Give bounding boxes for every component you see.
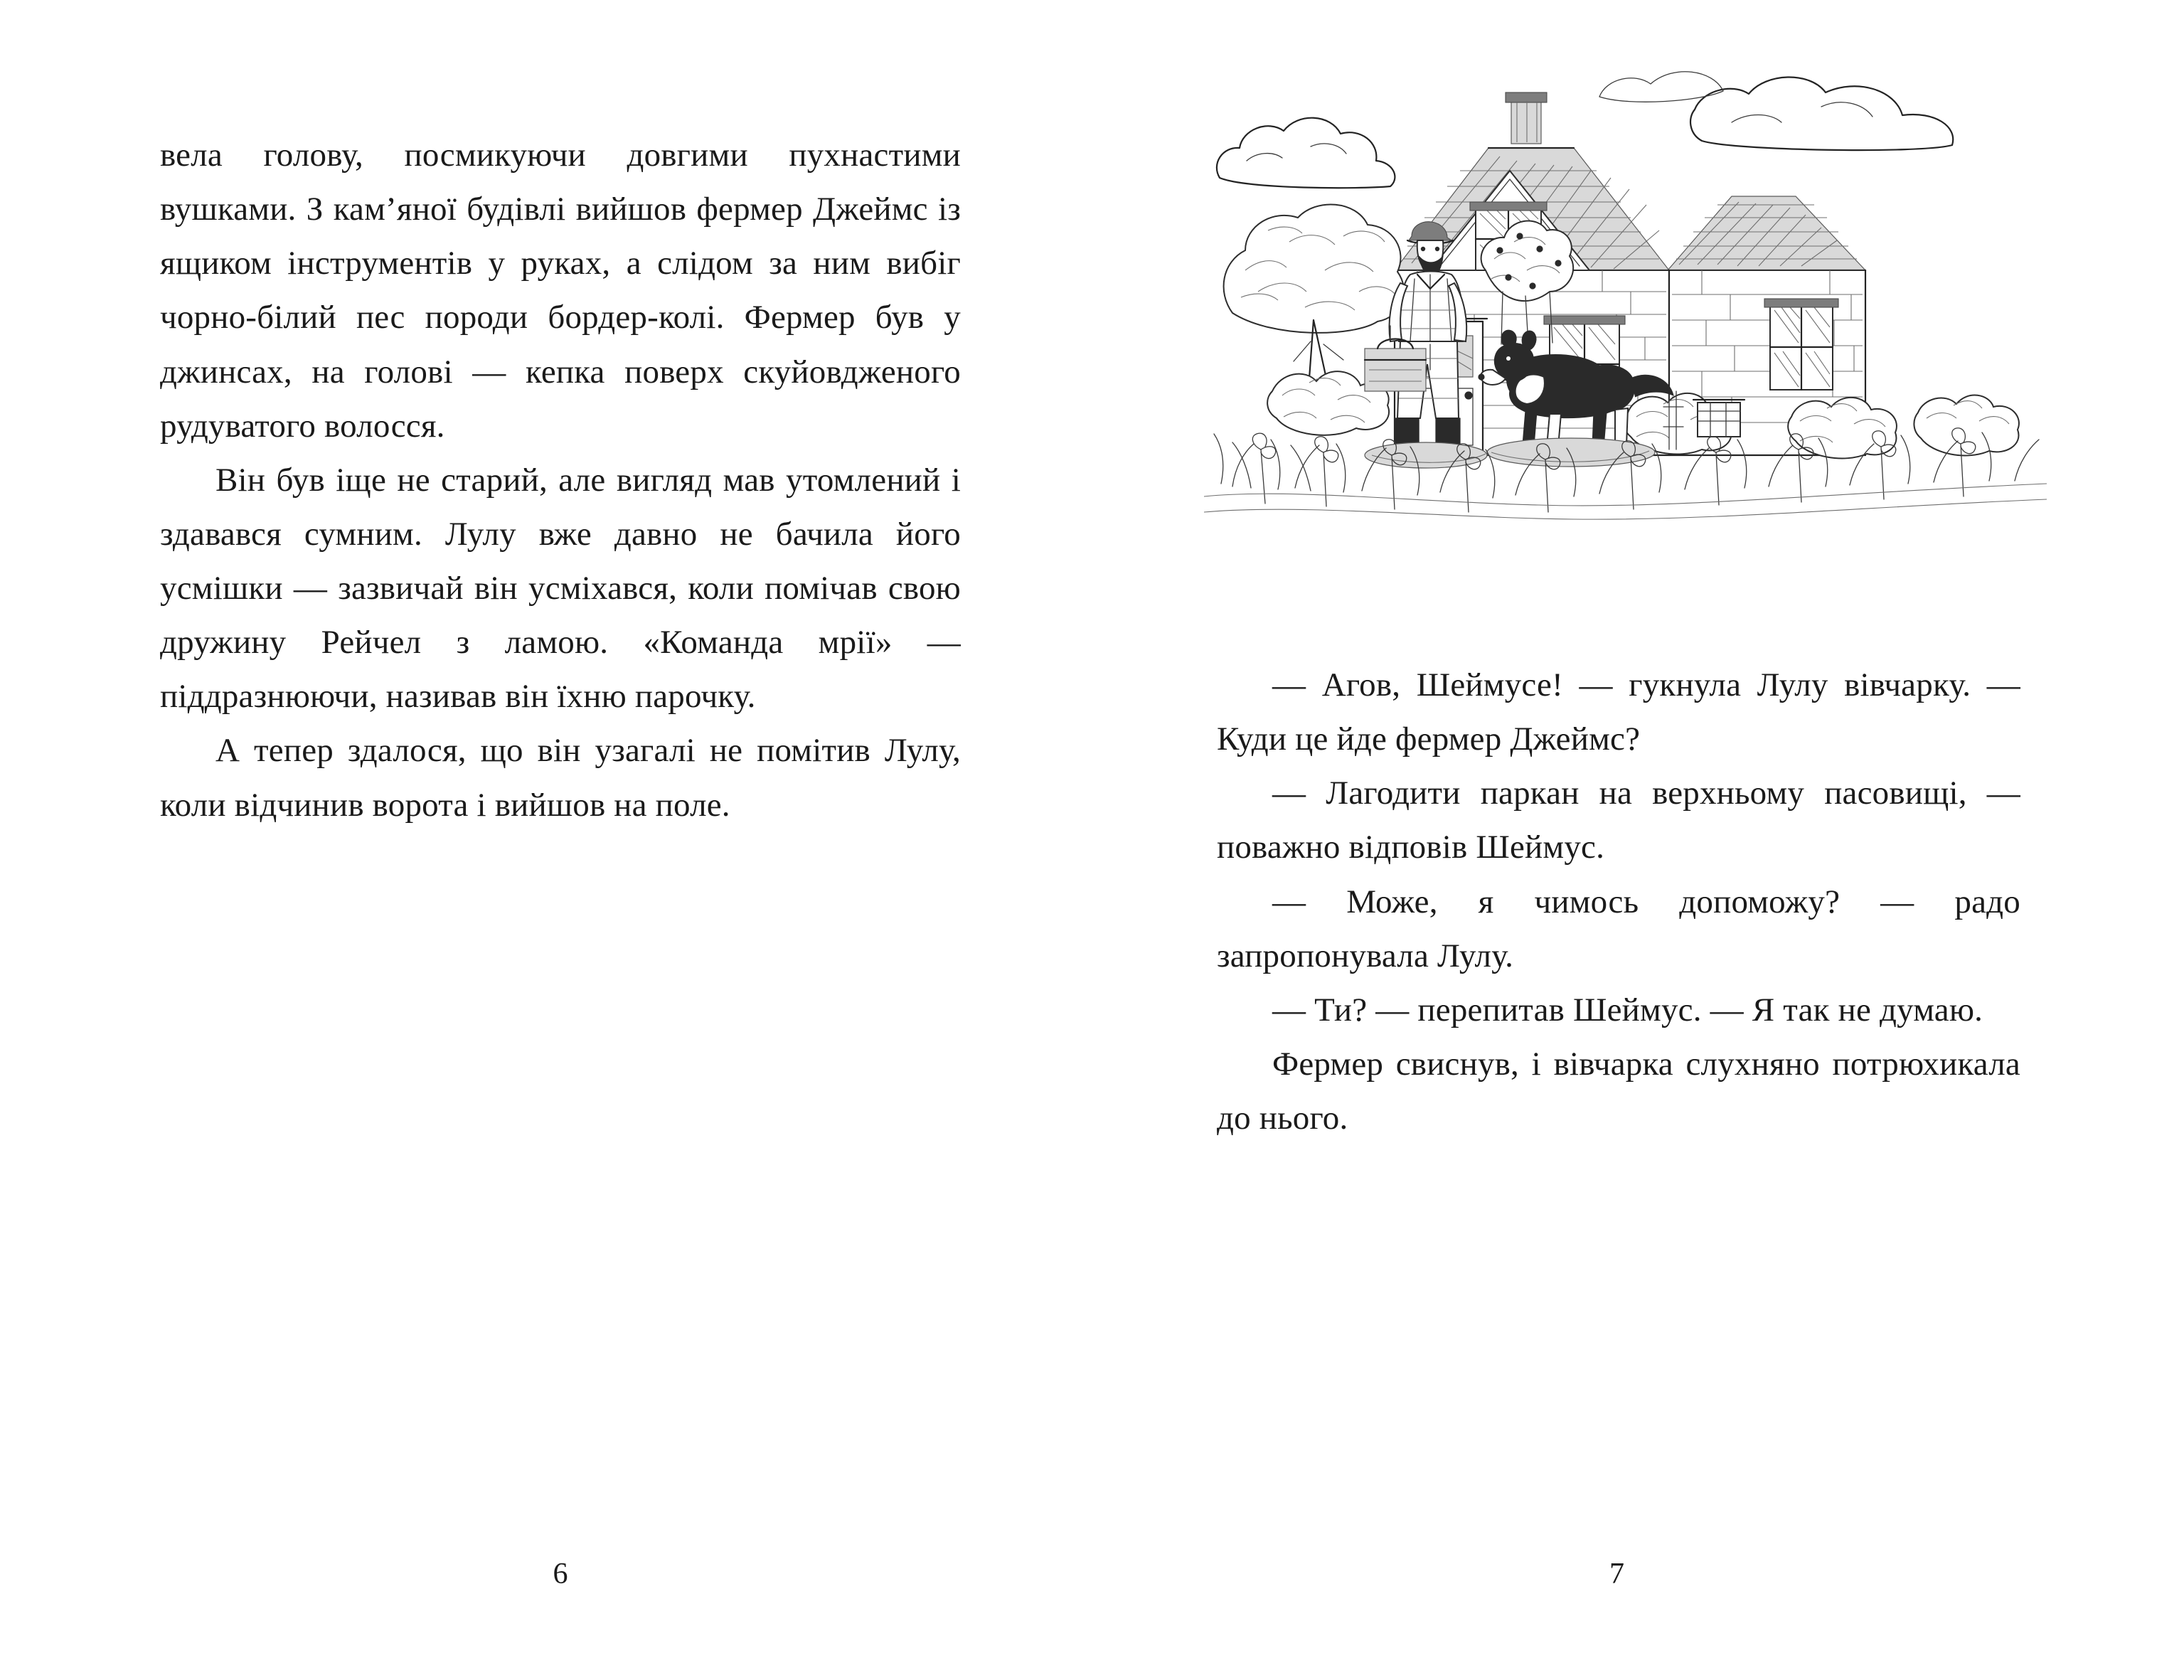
page-number: 6	[553, 1558, 568, 1590]
cloud-icon-right	[1690, 77, 1953, 150]
paragraph: вела голову, посмикуючи довгими пухнастими вушками. З кам’яної будівлі вийшов фермер Джеймс із ящиком інструментів у руках, а слідом за ним вибіг чорно-білий пес породи бордер-колі. Фермер був у джинсах, на голові — кепка поверх скуйовдженого рудуватого волосся.	[160, 137, 961, 445]
paragraph: А тепер здалося, що він узагалі не помітив Лулу, коли відчинив ворота і вийшов на поле.	[160, 732, 961, 824]
meadow-grass	[1204, 428, 2047, 519]
ground-shadow	[1365, 438, 1655, 468]
paragraph: — Лагодити паркан на верхньому пасовищі, — поважно відповів Шеймус.	[1217, 775, 2020, 866]
paragraph: — Може, я чимось допоможу? — радо запропонувала Лулу.	[1217, 883, 2020, 974]
paragraph: Він був іще не старий, але вигляд мав утомлений і здавався сумним. Лулу вже давно не бачила його усмішки — зазвичай він усміхався, коли помічав свою дружину Рейчел з ламою. «Команда мрії» — піддразнюючи, називав він їхню парочку.	[160, 461, 961, 716]
chimney	[1506, 92, 1547, 144]
paragraph: — Агов, Шеймусе! — гукнула Лулу вівчарку. — Куди це йде фермер Джеймс?	[1217, 666, 2020, 758]
left-page-text-block	[160, 128, 961, 832]
cloud-icon-left	[1217, 118, 1395, 188]
right-page	[1092, 0, 2184, 1680]
crate	[1693, 400, 1744, 437]
paragraph: Фермер свиснув, і вівчарка слухняно потрюхикала до нього.	[1217, 1045, 2020, 1137]
right-page-text-block	[1217, 658, 2020, 1145]
farm-cottage-illustration	[1204, 57, 2047, 619]
paragraph: — Ти? — перепитав Шеймус. — Я так не думаю.	[1272, 991, 1983, 1028]
cottage-wing-roof	[1668, 196, 1865, 270]
page-number: 7	[1609, 1558, 1624, 1590]
